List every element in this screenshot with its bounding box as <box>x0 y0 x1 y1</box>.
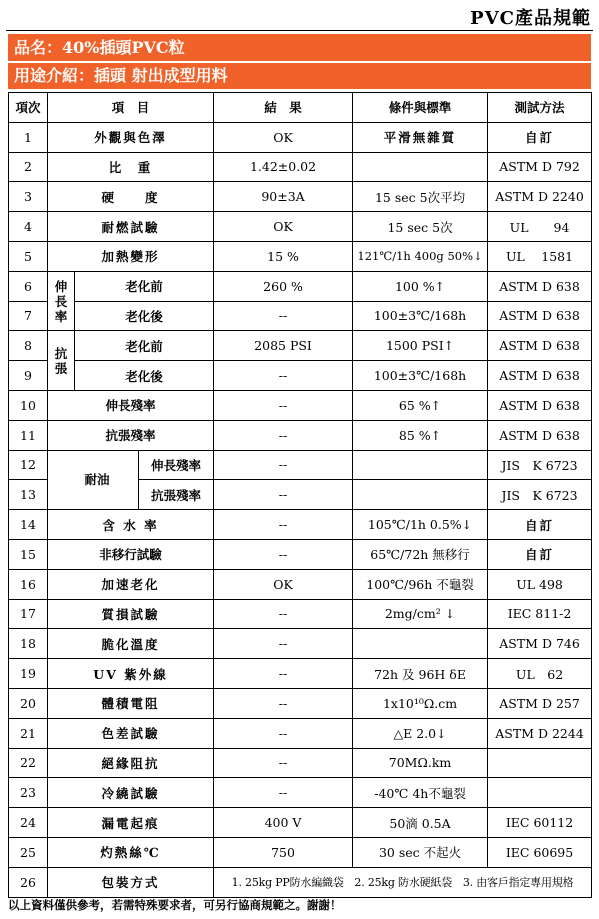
row-condition: 65 %↑ <box>353 390 488 420</box>
row-no: 11 <box>9 420 48 450</box>
row-no: 9 <box>9 361 48 391</box>
header-item: 項 目 <box>48 93 214 123</box>
table-row <box>9 539 592 569</box>
row-item: 伸長殘率 <box>48 390 214 420</box>
row-method: JIS K 6723 <box>488 480 592 510</box>
row-result: -- <box>214 480 353 510</box>
row-item: 硬 度 <box>48 182 214 212</box>
row-method: IEC 60112 <box>488 808 592 838</box>
row-condition: 70MΩ.km <box>353 748 488 778</box>
row-method: UL 62 <box>488 659 592 689</box>
row-result: -- <box>214 450 353 480</box>
row-no: 3 <box>9 182 48 212</box>
row-item: 脆化溫度 <box>48 629 214 659</box>
row-condition: 100 %↑ <box>353 271 488 301</box>
row-result: -- <box>214 688 353 718</box>
row-result: -- <box>214 599 353 629</box>
row-condition: △E 2.0↓ <box>353 718 488 748</box>
row-condition: 65℃/72h 無移行 <box>353 539 488 569</box>
row-method: 自訂 <box>488 539 592 569</box>
table-row-packaging <box>9 867 592 897</box>
row-item: 加速老化 <box>48 569 214 599</box>
row-condition: 100℃/96h 不龜裂 <box>353 569 488 599</box>
row-no: 23 <box>9 778 48 808</box>
table-row <box>9 778 592 808</box>
row-item: 比 重 <box>48 152 214 182</box>
row-no: 5 <box>9 241 48 271</box>
header-condition: 條件與標準 <box>353 93 488 123</box>
row-method: UL 94 <box>488 212 592 242</box>
row-no: 14 <box>9 510 48 540</box>
row-condition: 105℃/1h 0.5%↓ <box>353 510 488 540</box>
row-result: 750 <box>214 837 353 867</box>
row-result: 2085 PSI <box>214 331 353 361</box>
row-result: 90±3A <box>214 182 353 212</box>
row-condition <box>353 152 488 182</box>
row-result: OK <box>214 122 353 152</box>
packaging-text: 1. 25kg PP防水編織袋 2. 25kg 防水硬紙袋 3. 由客戶指定專用規格 <box>214 867 592 897</box>
row-condition: 72h 及 96H δE <box>353 659 488 689</box>
table-row <box>9 212 592 242</box>
row-method: 自訂 <box>488 510 592 540</box>
row-method: 自訂 <box>488 122 592 152</box>
row-result: -- <box>214 510 353 540</box>
row-method: IEC 60695 <box>488 837 592 867</box>
row-no: 16 <box>9 569 48 599</box>
row-condition: -40℃ 4h不龜裂 <box>353 778 488 808</box>
row-method: ASTM D 746 <box>488 629 592 659</box>
row-item: 老化前 <box>75 271 214 301</box>
row-result: -- <box>214 659 353 689</box>
table-row <box>9 629 592 659</box>
row-no: 4 <box>9 212 48 242</box>
table-row <box>9 390 592 420</box>
table-row <box>9 688 592 718</box>
row-condition: 1x10¹⁰Ω.cm <box>353 688 488 718</box>
row-item: 外觀與色澤 <box>48 122 214 152</box>
row-no: 13 <box>9 480 48 510</box>
row-item: 體積電阻 <box>48 688 214 718</box>
row-method: IEC 811-2 <box>488 599 592 629</box>
header-result: 結 果 <box>214 93 353 123</box>
row-method: ASTM D 2240 <box>488 182 592 212</box>
document-title: PVC產品規範 <box>470 8 591 29</box>
row-condition: 15 sec 5次 <box>353 212 488 242</box>
row-method: UL 498 <box>488 569 592 599</box>
table-row <box>9 808 592 838</box>
footer-note: 以上資料僅供參考，若需特殊要求者，可另行協商規範之。謝謝！ <box>8 898 342 912</box>
table-row <box>9 837 592 867</box>
row-condition <box>353 629 488 659</box>
row-result: -- <box>214 420 353 450</box>
row-no: 2 <box>9 152 48 182</box>
row-item: 漏電起痕 <box>48 808 214 838</box>
row-no: 17 <box>9 599 48 629</box>
row-result: -- <box>214 539 353 569</box>
row-result: -- <box>214 629 353 659</box>
row-method: UL 1581 <box>488 241 592 271</box>
row-item: 包裝方式 <box>48 867 214 897</box>
row-result: -- <box>214 361 353 391</box>
row-no: 26 <box>9 867 48 897</box>
row-result: -- <box>214 748 353 778</box>
table-row <box>9 569 592 599</box>
row-condition: 121℃/1h 400g 50%↓ <box>353 241 488 271</box>
row-result: -- <box>214 718 353 748</box>
table-row <box>9 718 592 748</box>
table-row <box>9 301 592 331</box>
row-condition: 30 sec 不起火 <box>353 837 488 867</box>
row-method: JIS K 6723 <box>488 450 592 480</box>
row-item: 老化後 <box>75 361 214 391</box>
row-result: 260 % <box>214 271 353 301</box>
row-condition: 15 sec 5次平均 <box>353 182 488 212</box>
row-item: 冷繞試驗 <box>48 778 214 808</box>
row-condition <box>353 480 488 510</box>
row-method <box>488 748 592 778</box>
product-name-band: 品名：40%插頭PVC粒 <box>8 34 591 61</box>
row-method: ASTM D 638 <box>488 331 592 361</box>
row-result: OK <box>214 569 353 599</box>
row-condition: 50滴 0.5A <box>353 808 488 838</box>
row-result: -- <box>214 390 353 420</box>
table-row <box>9 599 592 629</box>
row-condition: 平滑無雜質 <box>353 122 488 152</box>
row-method: ASTM D 638 <box>488 301 592 331</box>
row-no: 7 <box>9 301 48 331</box>
row-method: ASTM D 638 <box>488 271 592 301</box>
row-no: 15 <box>9 539 48 569</box>
group-elongation: 伸長率 <box>48 271 75 331</box>
row-no: 24 <box>9 808 48 838</box>
row-no: 19 <box>9 659 48 689</box>
row-item: 質損試驗 <box>48 599 214 629</box>
row-method: ASTM D 792 <box>488 152 592 182</box>
row-item: 加熱變形 <box>48 241 214 271</box>
table-row <box>9 748 592 778</box>
row-item: 色差試驗 <box>48 718 214 748</box>
row-method: ASTM D 638 <box>488 361 592 391</box>
row-item: 絕緣阻抗 <box>48 748 214 778</box>
row-item: 抗張殘率 <box>48 420 214 450</box>
table-row <box>9 420 592 450</box>
row-result: -- <box>214 778 353 808</box>
table-row <box>9 241 592 271</box>
table-row <box>9 450 592 480</box>
header-no: 項次 <box>9 93 48 123</box>
row-method: ASTM D 2244 <box>488 718 592 748</box>
table-row <box>9 271 592 301</box>
table-row <box>9 122 592 152</box>
row-result: 400 V <box>214 808 353 838</box>
table-row <box>9 182 592 212</box>
group-oil: 耐油 <box>48 450 139 510</box>
row-condition: 85 %↑ <box>353 420 488 450</box>
row-method: ASTM D 257 <box>488 688 592 718</box>
row-method: ASTM D 638 <box>488 390 592 420</box>
row-item: 伸長殘率 <box>139 450 214 480</box>
row-item: 非移行試驗 <box>48 539 214 569</box>
row-no: 6 <box>9 271 48 301</box>
header-method: 測試方法 <box>488 93 592 123</box>
row-condition: 2mg/cm² ↓ <box>353 599 488 629</box>
row-no: 25 <box>9 837 48 867</box>
usage-band: 用途介紹：插頭 射出成型用料 <box>8 63 591 89</box>
table-row <box>9 510 592 540</box>
row-condition: 100±3℃/168h <box>353 301 488 331</box>
row-condition: 100±3℃/168h <box>353 361 488 391</box>
row-no: 22 <box>9 748 48 778</box>
title-divider <box>6 30 593 31</box>
row-no: 18 <box>9 629 48 659</box>
row-no: 20 <box>9 688 48 718</box>
row-method <box>488 778 592 808</box>
row-no: 21 <box>9 718 48 748</box>
row-result: 1.42±0.02 <box>214 152 353 182</box>
row-item: 含 水 率 <box>48 510 214 540</box>
row-condition <box>353 450 488 480</box>
row-item: UV 紫外線 <box>48 659 214 689</box>
row-no: 8 <box>9 331 48 361</box>
row-result: OK <box>214 212 353 242</box>
table-header-row <box>9 93 592 123</box>
row-condition: 1500 PSI↑ <box>353 331 488 361</box>
table-row <box>9 331 592 361</box>
table-row <box>9 361 592 391</box>
row-method: ASTM D 638 <box>488 420 592 450</box>
row-item: 老化前 <box>75 331 214 361</box>
table-row <box>9 659 592 689</box>
row-result: 15 % <box>214 241 353 271</box>
row-item: 老化後 <box>75 301 214 331</box>
row-result: -- <box>214 301 353 331</box>
group-tensile: 抗張 <box>48 331 75 391</box>
row-no: 10 <box>9 390 48 420</box>
row-item: 耐燃試驗 <box>48 212 214 242</box>
row-item: 灼熱絲℃ <box>48 837 214 867</box>
row-no: 12 <box>9 450 48 480</box>
spec-table <box>8 92 592 898</box>
row-item: 抗張殘率 <box>139 480 214 510</box>
row-no: 1 <box>9 122 48 152</box>
table-row <box>9 152 592 182</box>
